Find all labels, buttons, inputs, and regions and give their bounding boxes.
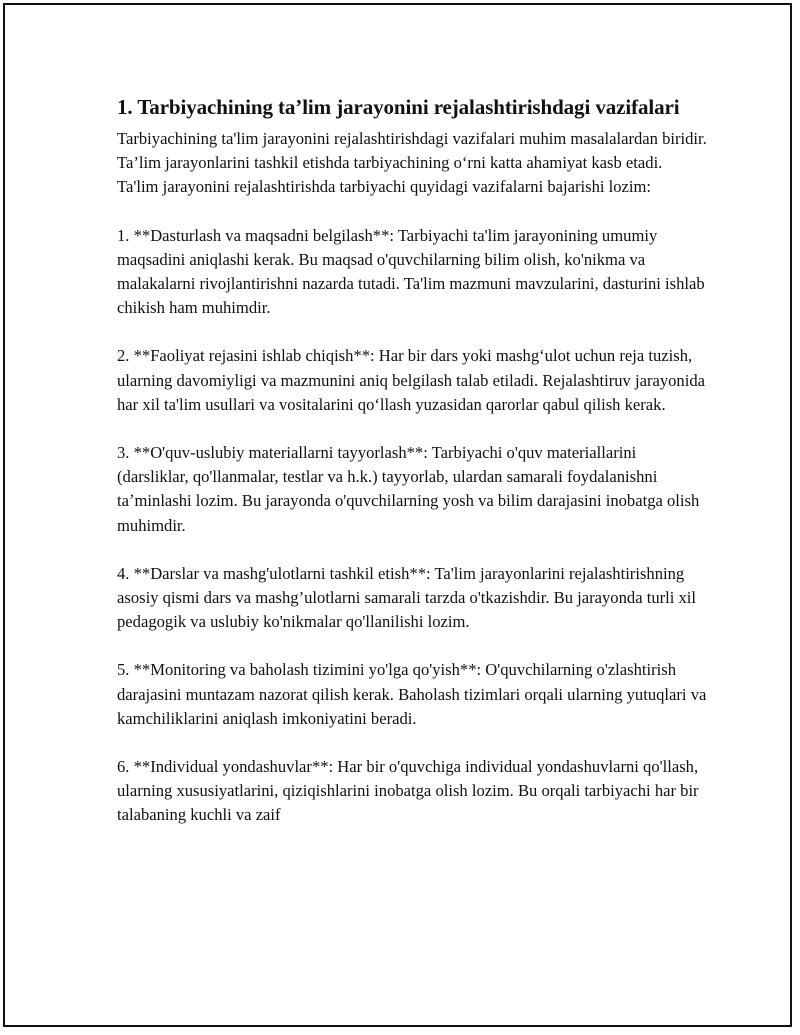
document-body: [117, 93, 707, 852]
list-item: 2. **Faoliyat rejasini ishlab chiqish**: Har bir dars yoki mashg‘ulot uchun reja tuzish, ularning davomiyligi va mazmunini aniq belgilash talab etiladi. Rejalashtiruv jarayonida har xil ta'lim usullari va vositalarini qo‘llash yuzasidan qarorlar qabul qilish kerak.: [117, 346, 706, 414]
list-item: 1. **Dasturlash va maqsadni belgilash**: Tarbiyachi ta'lim jarayonining umumiy maqsadini aniqlashi kerak. Bu maqsad o'quvchilarning bilim olish, ko'nikma va malakalarni rivojlantirishni nazarda tutadi. Ta'lim mazmuni mavzularini, dasturini ishlab chikish ham muhimdir.: [117, 225, 705, 318]
section-heading: 1. Tarbiyachining ta’lim jarayonini rejalashtirishdagi vazifalari: [117, 95, 680, 119]
intro-paragraph: Tarbiyachining ta'lim jarayonini rejalashtirishdagi vazifalari muhim masalalardan biridir. Ta’lim jarayonlarini tashkil etishda tarbiyachining o‘rni katta ahamiyat kasb etadi. Ta'lim jarayonini rejalashtirishda tarbiyachi quyidagi vazifalarni bajarishi lozim:: [117, 129, 707, 197]
list-item: 3. **O'quv-uslubiy materiallarni tayyorlash**: Tarbiyachi o'quv materiallarini (darsliklar, qo'llanmalar, testlar va h.k.) tayyorlab, ulardan samarali foydalanishni taʼminlashi lozim. Bu jarayonda o'quvchilarning yosh va bilim darajasini inobatga olish muhimdir.: [117, 443, 700, 535]
list-item: 6. **Individual yondashuvlar**: Har bir o'quvchiga individual yondashuvlarni qo'llash, ularning xususiyatlarini, qiziqishlarini inobatga olish lozim. Bu orqali tarbiyachi har bir talabaning kuchli va zaif: [117, 757, 699, 825]
list-item: 5. **Monitoring va baholash tizimini yo'lga qo'yish**: O'quvchilarning o'zlashtirish darajasini muntazam nazorat qilish kerak. Baholash tizimlari orqali ularning yutuqlari va kamchiliklarini aniqlash imkoniyatini beradi.: [117, 660, 707, 728]
list-item: 4. **Darslar va mashg'ulotlarni tashkil etish**: Ta'lim jarayonlarini rejalashtirishning asosiy qismi dars va mashg’ulotlarni samarali tarzda o'tkazishdir. Bu jarayonda turli xil pedagogik va uslubiy ko'nikmalar qo'llanilishi lozim.: [117, 563, 697, 632]
